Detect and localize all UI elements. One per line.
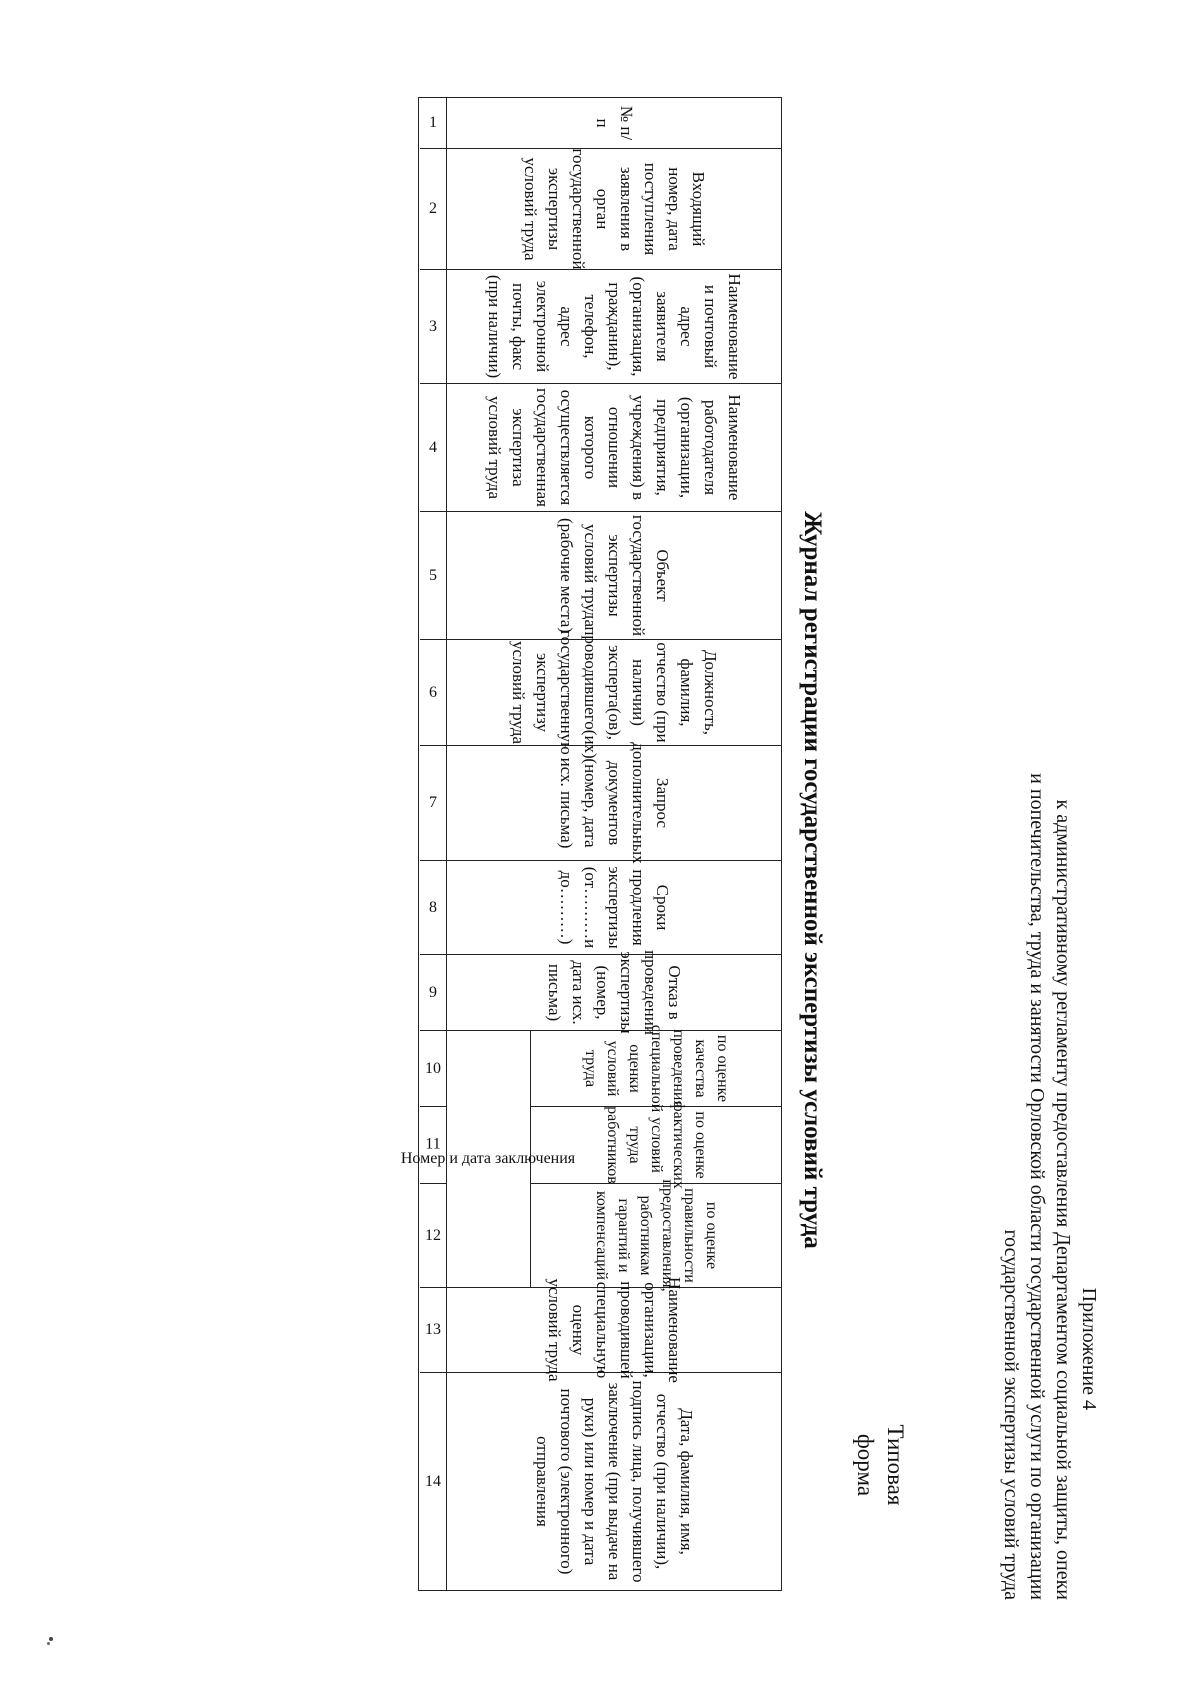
appendix-line: к административному регламенту предоставления Департаментом социальной защиты, опеки [1052,799,1074,1600]
header-cell-employer: Наименование работодателя (организации, предприятия, учреждения) в отношении которого осуществляется государственная экспертиза условий труда [447,384,781,512]
header-cell-incoming: Входящий номер, дата поступления заявления в орган государственной экспертизы условий труда [447,149,781,270]
column-number: 3 [420,270,446,384]
appendix-title: Приложение 4 [1078,1287,1100,1410]
column-number: 14 [425,1472,441,1490]
form-type-label [850,1395,910,1535]
column-number: 2 [420,149,446,270]
column-number: 1 [420,98,446,149]
header-cell-guarantees: по оценке правильности предоставления, работникам гарантий и компенсаций [531,1184,781,1288]
header-group-label: Номер и дата заключения [401,1150,576,1167]
appendix-line: и попечительства, труда и занятости Орловской области государственной услуги по организации [1026,773,1048,1600]
appendix-header [998,600,1102,1600]
column-number: 4 [420,384,446,512]
appendix-lines [998,600,1076,1600]
column-number: 6 [420,640,446,746]
header-cell-number: № п/п [447,98,781,149]
appendix-line: государственной экспертизы условий труда [1000,1229,1022,1600]
column-number: 11 [420,1107,446,1184]
column-number: 10 [420,1031,446,1107]
column-number: 7 [420,746,446,861]
header-cell-refusal: Отказ в проведении экспертизы (номер, дата исх. письма) [447,955,781,1031]
column-number: 13 [420,1288,446,1373]
header-cell-object: Объект государственной экспертизы условий труда (рабочие места) [447,512,781,640]
form-type-line: Типовая [883,1424,908,1506]
scan-artifact [47,1642,50,1645]
journal-title: Журнал регистрации государственной экспертизы условий труда [799,511,826,1249]
header-cell-organization: Наименование организации, проводившей специальную оценку условий труда [447,1288,781,1373]
column-number: 9 [420,955,446,1031]
header-cell-request: Запрос дополнительных документов (номер, дата исх. письма) [447,746,781,861]
column-number: 12 [420,1184,446,1288]
header-cell-extension: Сроки продления экспертизы (от………и до………) [447,861,781,955]
scan-artifact [49,1637,53,1641]
journal-table [401,97,782,1591]
header-cell-applicant: Наименование и почтовый адрес заявителя (организация, гражданин), телефон, адрес электронной почты, факс (при наличии) [447,270,781,384]
header-cell-quality: по оценке качества проведения специальной оценки условий труда [531,1031,781,1107]
form-type-line: форма [853,1433,878,1497]
column-number: 5 [420,512,446,640]
column-number: 8 [420,861,446,955]
column-number-row [420,98,447,1590]
header-cell-actual: по оценке фактических условий труда работников [531,1107,781,1184]
header-cell-expert: Должность, фамилия, отчество (при наличии) эксперта(ов), проводившего(их) государственную экспертизу условий труда [447,640,781,746]
header-cell-recipient: Дата, фамилия, имя, отчество (при наличии), подпись лица, получившего заключение (при выдаче на руки) или номер и дата почтового (электронного) отправления [533,1380,696,1583]
